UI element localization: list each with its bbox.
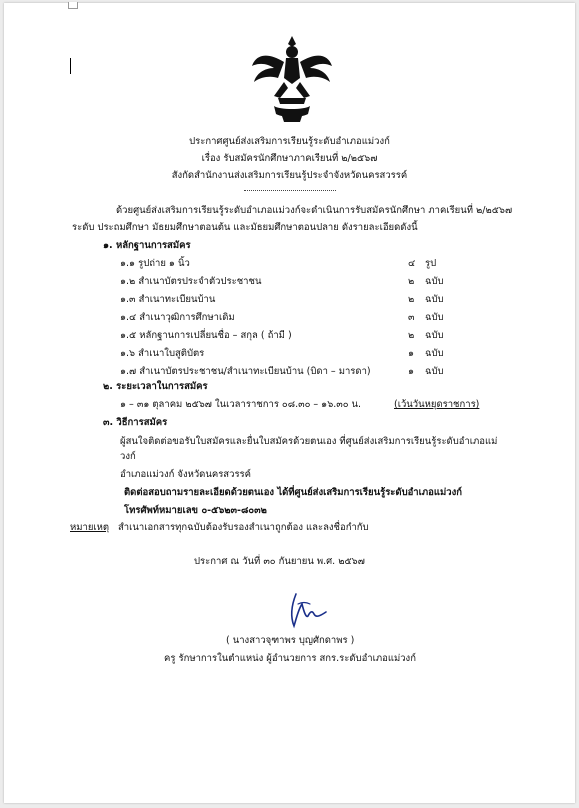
holiday-note: (เว้นวันหยุดราชการ) [394, 399, 480, 410]
garuda-emblem-icon [248, 32, 336, 124]
list-item-unit: รูป [425, 258, 437, 269]
section-1-title: ๑. หลักฐานการสมัคร [103, 240, 191, 251]
signature-mark [286, 590, 334, 630]
list-item-label: ๑.๒ สำเนาบัตรประจำตัวประชาชน [120, 276, 262, 287]
signer-name: ( นางสาวจุฑาพร บุญศักดาพร ) [226, 635, 355, 646]
list-item-unit: ฉบับ [425, 276, 444, 287]
list-item-unit: ฉบับ [425, 348, 444, 359]
dotted-separator [244, 190, 336, 191]
list-item-qty: ๒ [408, 330, 415, 341]
list-item-unit: ฉบับ [425, 366, 444, 377]
header-line-3: สังกัดสำนักงานส่งเสริมการเรียนรู้ประจำจังหวัดนครสวรรค์ [171, 170, 408, 181]
list-item-qty: ๓ [408, 312, 415, 323]
header-line-1: ประกาศศูนย์ส่งเสริมการเรียนรู้ระดับอำเภอแม่วงก์ [189, 136, 390, 147]
list-item-qty: ๒ [408, 294, 415, 305]
list-item-qty: ๑ [408, 348, 415, 359]
list-item-label: ๑.๕ หลักฐานการเปลี่ยนชื่อ – สกุล ( ถ้ามี ) [120, 330, 292, 341]
signer-position: ครู รักษาการในตำแหน่ง ผู้อำนวยการ สกร.ระดับอำเภอแม่วงก์ [164, 653, 416, 664]
list-item-unit: ฉบับ [425, 330, 444, 341]
list-item-unit: ฉบับ [425, 294, 444, 305]
list-item-label: ๑.๖ สำเนาใบสูติบัตร [120, 348, 205, 359]
list-item-qty: ๒ [408, 276, 415, 287]
method-line-2: วงก์ [120, 451, 136, 462]
list-item-qty: ๔ [408, 258, 416, 269]
remark-text: สำเนาเอกสารทุกฉบับต้องรับรองสำเนาถูกต้อง และลงชื่อกำกับ [118, 522, 369, 533]
phone-line: โทรศัพท์หมายเลข ๐-๕๖๒๓-๘๐๓๒ [124, 505, 267, 516]
contact-line: ติดต่อสอบถามรายละเอียดด้วยตนเอง ได้ที่ศูนย์ส่งเสริมการเรียนรู้ระดับอำเภอแม่วงก์ [124, 487, 462, 498]
text-cursor [70, 58, 71, 74]
list-item-label: ๑.๔ สำเนาวุฒิการศึกษาเดิม [120, 312, 235, 323]
intro-line-2: ระดับ ประถมศึกษา มัธยมศึกษาตอนต้น และมัธยมศึกษาตอนปลาย ดังรายละเอียดดังนี้ [72, 222, 418, 233]
remark-label: หมายเหตุ [70, 522, 110, 533]
list-item-unit: ฉบับ [425, 312, 444, 323]
header-line-2: เรื่อง รับสมัครนักศึกษาภาคเรียนที่ ๒/๒๕๖๗ [201, 153, 378, 164]
method-line-3: อำเภอแม่วงก์ จังหวัดนครสวรรค์ [120, 469, 252, 480]
list-item-label: ๑.๗ สำเนาบัตรประชาชน/สำเนาทะเบียนบ้าน (บิดา – มารดา) [120, 366, 371, 377]
intro-line-1: ด้วยศูนย์ส่งเสริมการเรียนรู้ระดับอำเภอแม่วงก์จะดำเนินการรับสมัครนักศึกษา ภาคเรียนที่ ๒/๒๕๖๗ [116, 205, 513, 216]
page-corner-marker [68, 2, 78, 9]
list-item-label: ๑.๑ รูปถ่าย ๑ นิ้ว [120, 258, 190, 269]
list-item-qty: ๑ [408, 366, 415, 377]
method-line-1: ผู้สนใจติดต่อขอรับใบสมัครและยื่นใบสมัครด้วยตนเอง ที่ศูนย์ส่งเสริมการเรียนรู้ระดับอำเภอแม่ [120, 436, 498, 447]
announcement-date: ประกาศ ณ วันที่ ๓๐ กันยายน พ.ศ. ๒๕๖๗ [194, 556, 365, 567]
list-item-label: ๑.๓ สำเนาทะเบียนบ้าน [120, 294, 216, 305]
application-period: ๑ – ๓๑ ตุลาคม ๒๕๖๗ ในเวลาราชการ ๐๘.๓๐ – ๑๖.๓๐ น. [120, 399, 362, 410]
section-2-title: ๒. ระยะเวลาในการสมัคร [103, 381, 208, 392]
section-3-title: ๓. วิธีการสมัคร [103, 417, 168, 428]
